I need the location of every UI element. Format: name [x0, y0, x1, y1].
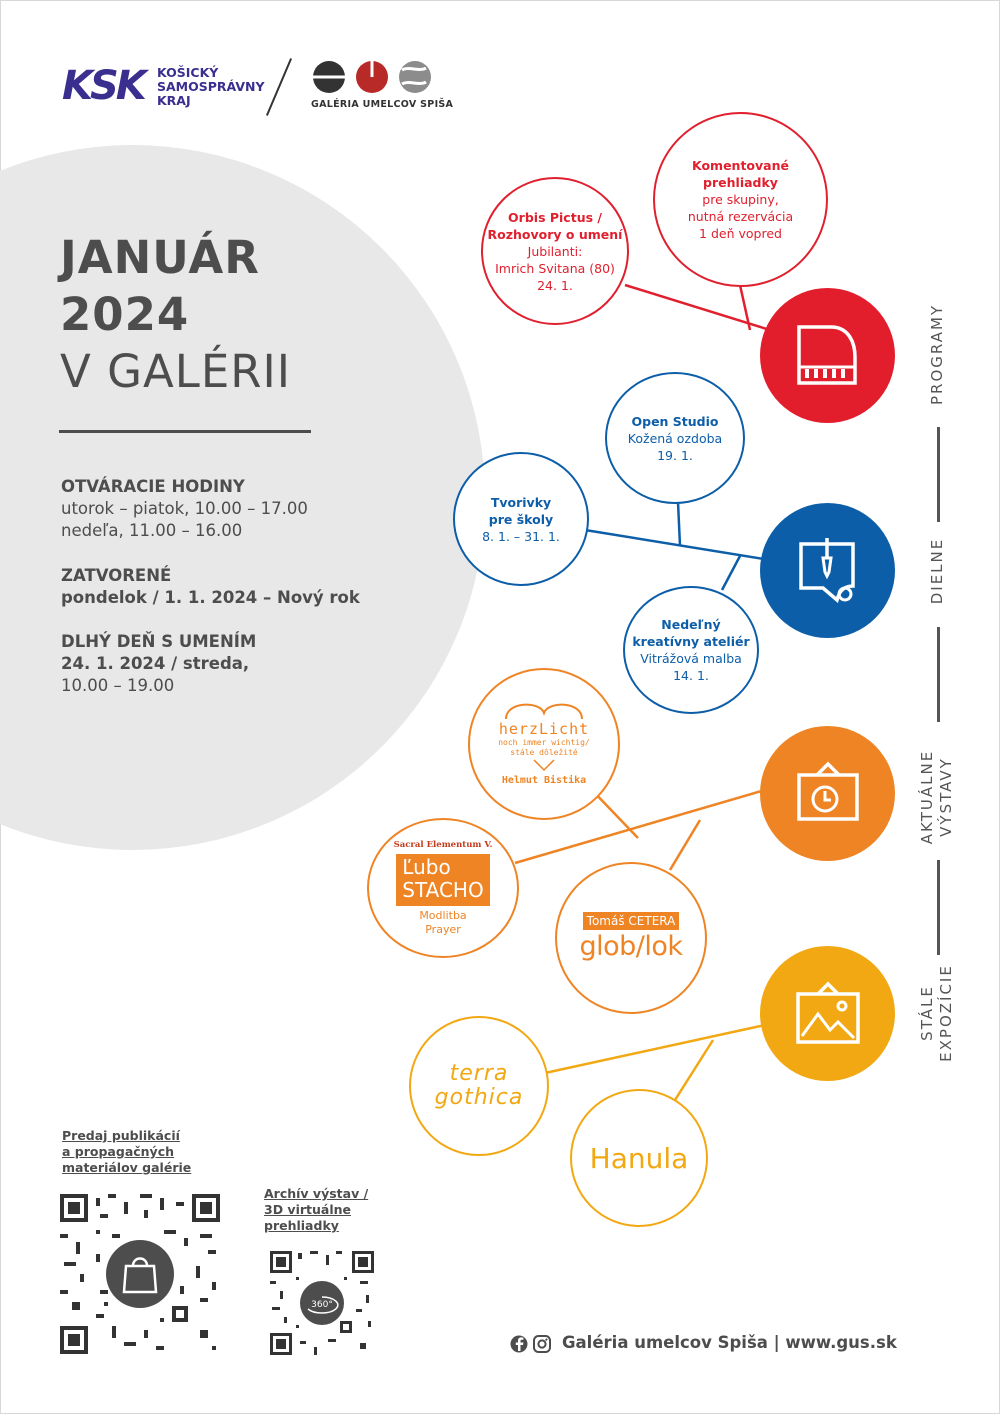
side-label-programy: PROGRAMY — [928, 303, 946, 405]
ksk-logo-mark: KSK — [62, 63, 144, 109]
vystavy-hub — [760, 726, 895, 861]
long-day-info: DLHÝ DEŇ S UMENÍM 24. 1. 2024 / streda, 10.00 – 19.00 — [61, 632, 257, 695]
bubble-glob-lok[interactable]: Tomáš CETERA glob/lok — [555, 862, 707, 1014]
ksk-logo-name: KOŠICKÝ SAMOSPRÁVNY KRAJ — [157, 65, 265, 108]
footer-text: Galéria umelcov Spiša | www.gus.sk — [562, 1333, 897, 1352]
title-place: V GALÉRII — [60, 345, 292, 398]
svg-text:360°: 360° — [311, 1300, 333, 1310]
gallery-name: GALÉRIA UMELCOV SPIŠA — [311, 99, 454, 110]
social-icons[interactable] — [510, 1334, 552, 1354]
title-year: 2024 — [60, 288, 190, 341]
side-divider-2 — [937, 627, 940, 722]
archive-qr-label[interactable]: Archív výstav / 3D virtuálne prehliadky — [264, 1186, 369, 1233]
side-label-stale-expozicie: STÁLE EXPOZÍCIE — [918, 964, 955, 1062]
bubble-hanula[interactable]: Hanula — [570, 1089, 708, 1227]
bubble-lubo-stacho[interactable]: Sacral Elementum V. Ľubo STACHO Modlitba Prayer — [367, 818, 519, 958]
facebook-icon — [511, 1336, 528, 1353]
shop-qr-label[interactable]: Predaj publikácií a propagačných materiálov galérie — [62, 1128, 192, 1175]
side-divider-1 — [937, 427, 940, 522]
piano-icon — [793, 321, 863, 391]
opening-hours: OTVÁRACIE HODINY utorok – piatok, 10.00 – 17.00 nedeľa, 11.00 – 16.00 — [61, 477, 308, 540]
lubo-stacho-label: Ľubo STACHO — [396, 854, 489, 906]
bubble-herzlicht[interactable]: herzLicht noch immer wichtig/ stále dôležité Helmut Bistika — [468, 668, 620, 820]
dielne-hub — [760, 503, 895, 638]
chevron-down-icon — [532, 758, 556, 772]
bubble-terra-gothica[interactable]: terra gothica — [409, 1016, 549, 1156]
instagram-icon — [534, 1336, 550, 1352]
expozicie-hub — [760, 946, 895, 1081]
clock-frame-icon — [793, 759, 863, 829]
picture-frame-icon — [792, 978, 864, 1050]
shop-qr-code[interactable] — [60, 1194, 220, 1354]
side-label-aktualne-vystavy: AKTUÁLNE VÝSTAVY — [918, 749, 955, 845]
heart-line-icon — [504, 699, 584, 721]
side-label-dielne: DIELNE — [928, 537, 946, 605]
archive-qr-code[interactable] — [270, 1251, 374, 1355]
closed-info: ZATVORENÉ pondelok / 1. 1. 2024 – Nový rok — [61, 566, 360, 607]
programy-hub — [760, 288, 895, 423]
brush-canvas-icon — [793, 536, 863, 606]
side-divider-3 — [937, 860, 940, 955]
bubble-open-studio[interactable]: Open Studio Kožená ozdoba 19. 1. — [605, 372, 745, 504]
bubble-orbis-pictus[interactable]: Orbis Pictus / Rozhovory o umení Jubilanti: Imrich Svitana (80) 24. 1. — [481, 177, 629, 325]
bubble-tvorivky[interactable]: Tvorivky pre školy 8. 1. – 31. 1. — [453, 452, 589, 586]
bubble-nedelny-atelier[interactable]: Nedeľný kreatívny ateliér Vitrážová malba 14. 1. — [623, 586, 759, 714]
title-month: JANUÁR — [60, 231, 260, 284]
bubble-komentovane-prehliadky[interactable]: Komentované prehliadky pre skupiny, nutná rezervácia 1 deň vopred — [653, 112, 828, 287]
